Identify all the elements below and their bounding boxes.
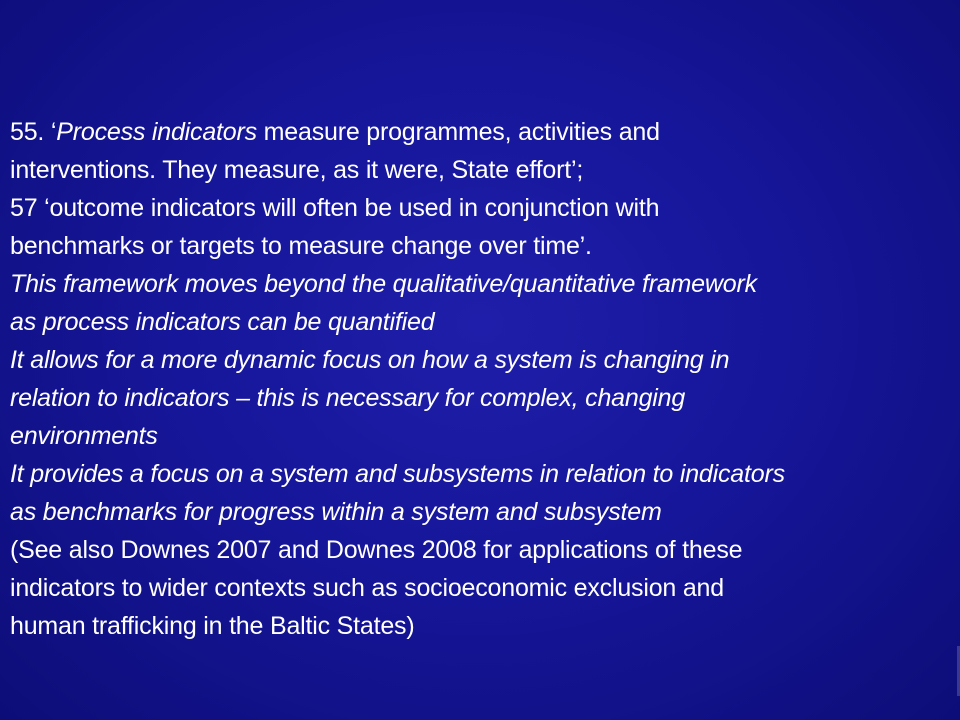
quote-prefix: 55. ‘ [10, 118, 57, 146]
text-line-7: It allows for a more dynamic focus on how a system is changing in [10, 346, 730, 374]
text-line-12: (See also Downes 2007 and Downes 2008 for applications of these [10, 536, 743, 564]
text-line-3: 57 ‘outcome indicators will often be used in conjunction with [10, 194, 660, 222]
text-line-1 [10, 113, 940, 151]
text-line-5: This framework moves beyond the qualitative/quantitative framework [10, 270, 757, 298]
text-line-6: as process indicators can be quantified [10, 308, 435, 336]
slide-body-text [10, 113, 940, 645]
text-line-2: interventions. They measure, as it were, State effort’; [10, 156, 584, 184]
text-line-11: as benchmarks for progress within a system and subsystem [10, 498, 662, 526]
text-line-8: relation to indicators – this is necessary for complex, changing [10, 384, 686, 412]
text-line-9: environments [10, 422, 158, 450]
text-line-14: human trafficking in the Baltic States) [10, 612, 415, 640]
text-line-10: It provides a focus on a system and subsystems in relation to indicators [10, 460, 785, 488]
quote-suffix: measure programmes, activities and [256, 118, 660, 146]
process-indicators-term: Process indicators [56, 118, 257, 146]
text-line-13: indicators to wider contexts such as socioeconomic exclusion and [10, 574, 724, 602]
text-line-4: benchmarks or targets to measure change over time’. [10, 232, 592, 260]
